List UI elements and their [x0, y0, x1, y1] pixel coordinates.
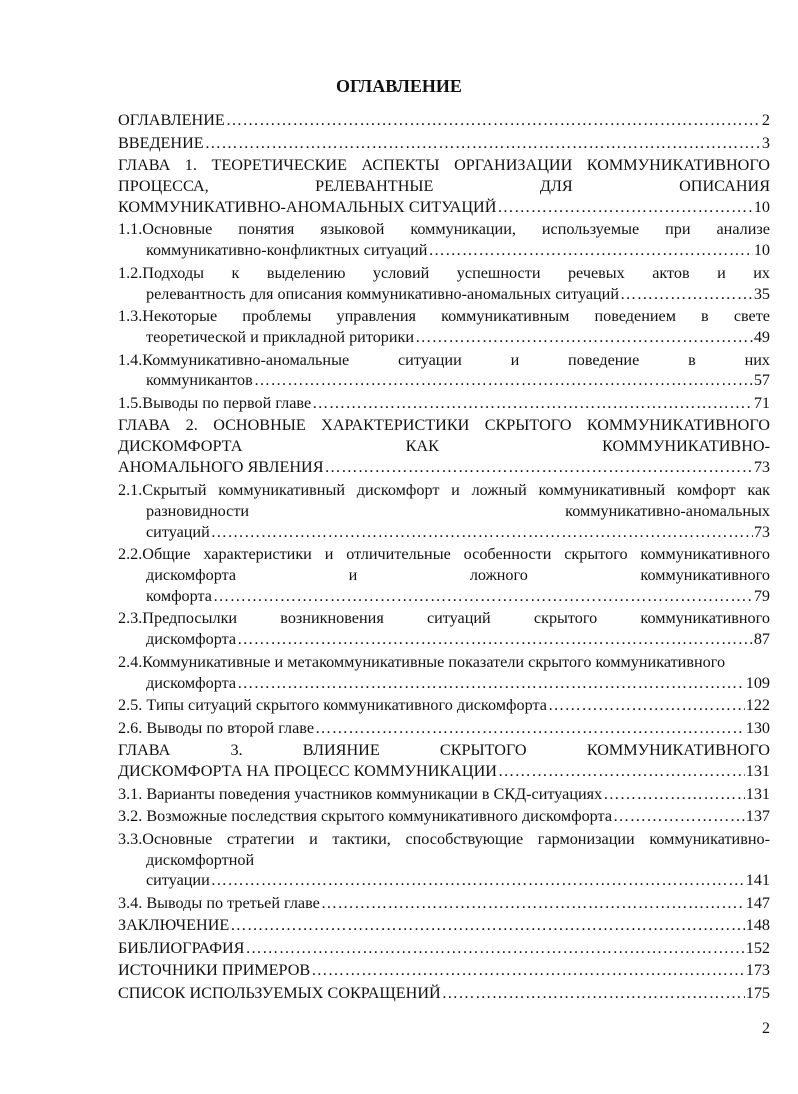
toc-page-number: 73: [753, 458, 770, 477]
toc-leader: [254, 370, 753, 391]
toc-entry-text: 1.3.Некоторые проблемы управления коммуникативным поведением в свете: [118, 307, 770, 326]
toc-entry-title: ДИСКОМФОРТА НА ПРОЦЕСС КОММУНИКАЦИИ: [118, 762, 497, 781]
toc-leader: [498, 761, 745, 782]
toc-page-number: 130: [745, 718, 770, 737]
toc-leader: [603, 784, 745, 805]
toc-leader: [321, 893, 745, 914]
toc-entry-sources[interactable]: [118, 960, 770, 981]
toc-page-number: 141: [745, 871, 770, 890]
toc-page-number: 122: [745, 696, 770, 715]
toc-entry-text: 3.3.Основные стратегии и тактики, способствующие гармонизации коммуникативно-дискомфортной: [118, 829, 770, 869]
toc-page-number: 3: [761, 133, 770, 152]
toc-page-number: 148: [745, 916, 770, 935]
toc-leader: [325, 457, 753, 478]
toc-entry-chapter-2[interactable]: [118, 415, 770, 478]
toc-entry-title: АНОМАЛЬНОГО ЯВЛЕНИЯ: [118, 458, 324, 477]
toc-leader: [497, 197, 752, 218]
toc-entry-title: СПИСОК ИСПОЛЬЗУЕМЫХ СОКРАЩЕНИЙ: [118, 983, 441, 1002]
toc-entry-title: дискомфорта: [146, 673, 237, 692]
toc-entry-title: коммуникативно-конфликтных ситуаций: [146, 241, 428, 260]
toc-entry-2-1[interactable]: [118, 480, 770, 543]
toc-leader: [311, 960, 744, 981]
toc-leader: [312, 393, 753, 414]
toc-entry-text: 2.4.Коммуникативные и метакоммуникативные показатели скрытого коммуникативного: [118, 652, 726, 671]
toc-leader: [211, 522, 753, 543]
toc-entry-title: ВВЕДЕНИЕ: [118, 133, 204, 152]
toc-leader: [620, 284, 753, 305]
toc-entry-1-3[interactable]: [118, 306, 770, 348]
toc-entry-1-1[interactable]: [118, 219, 770, 261]
toc-entry-title: ситуаций: [146, 522, 210, 541]
toc-leader: [226, 110, 761, 131]
toc-leader: [613, 806, 745, 827]
toc-entry-title: 2.6. Выводы по второй главе: [118, 718, 315, 737]
toc-entry-title: теоретической и прикладной риторики: [146, 328, 415, 347]
toc-entry-title: 2.5. Типы ситуаций скрытого коммуникативного дискомфорта: [118, 696, 547, 715]
toc-entry-3-1[interactable]: [118, 784, 770, 805]
toc-leader: [548, 695, 745, 716]
toc-entry-1-2[interactable]: [118, 263, 770, 305]
toc-entry-title: релевантность для описания коммуникативно-аномальных ситуаций: [146, 284, 619, 303]
toc-leader: [442, 983, 745, 1004]
toc-entry-text: 1.2.Подходы к выделению условий успешности речевых актов и их: [118, 263, 770, 282]
toc-page-number: 2: [761, 111, 770, 129]
toc-page-number: 73: [753, 522, 770, 541]
toc-page-number: 71: [753, 393, 770, 412]
toc-leader: [230, 915, 744, 936]
toc-entry-3-4[interactable]: [118, 893, 770, 914]
toc-page-number: 49: [753, 328, 770, 347]
toc-leader: [211, 870, 745, 891]
toc-entry-title: дискомфорта: [146, 630, 237, 649]
toc-leader: [237, 629, 753, 650]
toc-leader: [315, 718, 745, 739]
toc-entry-2-4[interactable]: [118, 652, 770, 694]
toc-entry-abbreviations[interactable]: [118, 983, 770, 1004]
toc-leader: [213, 586, 753, 607]
page-title: ОГЛАВЛЕНИЕ: [336, 76, 462, 96]
toc-entry-title: комфорта: [146, 586, 212, 605]
toc-entry-text: 2.3.Предпосылки возникновения ситуаций скрытого коммуникативного: [118, 609, 770, 628]
toc-entry-title: ситуации: [146, 871, 210, 890]
toc-page-number: 131: [745, 784, 770, 803]
toc-page-number: 10: [753, 197, 770, 216]
toc-entry-2-2[interactable]: [118, 544, 770, 607]
table-of-contents: [118, 110, 770, 1005]
toc-entry-1-5[interactable]: [118, 393, 770, 414]
toc-entry-title: 1.5.Выводы по первой главе: [118, 393, 312, 412]
toc-leader: [237, 673, 745, 694]
toc-entry-2-5[interactable]: [118, 695, 770, 716]
toc-leader: [415, 327, 753, 348]
toc-entry-title: коммуникантов: [146, 371, 253, 390]
toc-page-number: 147: [745, 893, 770, 912]
toc-page-number: 131: [745, 762, 770, 781]
toc-entry-2-3[interactable]: [118, 608, 770, 650]
toc-entry-title: 3.2. Возможные последствия скрытого коммуникативного дискомфорта: [118, 807, 613, 826]
toc-leader: [245, 938, 744, 959]
toc-entry-chapter-1[interactable]: [118, 155, 770, 218]
toc-entry-text: 2.2.Общие характеристики и отличительные особенности скрытого коммуникативного дискомфорта и ложного коммуникативного: [118, 545, 770, 584]
toc-leader: [428, 240, 752, 261]
toc-entry-title: 3.4. Выводы по третьей главе: [118, 893, 320, 912]
toc-page-number: 87: [753, 630, 770, 649]
page-number: 2: [762, 1020, 770, 1037]
toc-page-number: 173: [745, 961, 770, 980]
toc-entry-3-2[interactable]: [118, 806, 770, 827]
toc-entry-text: ГЛАВА 1. ТЕОРЕТИЧЕСКИЕ АСПЕКТЫ ОРГАНИЗАЦИИ КОММУНИКАТИВНОГО ПРОЦЕССА, РЕЛЕВАНТНЫЕ ДЛЯ ОПИСАНИЯ: [118, 156, 770, 195]
toc-entry-3-3[interactable]: [118, 829, 770, 892]
toc-entry-introduction[interactable]: [118, 133, 770, 154]
toc-page-number: 35: [753, 284, 770, 303]
toc-entry-1-4[interactable]: [118, 350, 770, 392]
toc-entry-text: 1.4.Коммуникативно-аномальные ситуации и поведение в них: [118, 350, 770, 369]
toc-entry-text: ГЛАВА 2. ОСНОВНЫЕ ХАРАКТЕРИСТИКИ СКРЫТОГО КОММУНИКАТИВНОГО ДИСКОМФОРТА КАК КОММУНИКАТИВНО-: [118, 416, 770, 456]
toc-entry-title: ОГЛАВЛЕНИЕ: [118, 111, 225, 129]
toc-entry-text: ГЛАВА 3. ВЛИЯНИЕ СКРЫТОГО КОММУНИКАТИВНОГО: [118, 741, 770, 760]
toc-entry-title: КОММУНИКАТИВНО-АНОМАЛЬНЫХ СИТУАЦИЙ: [118, 197, 497, 216]
toc-page-number: 57: [753, 371, 770, 390]
toc-entry-title: БИБЛИОГРАФИЯ: [118, 938, 245, 957]
toc-entry-conclusion[interactable]: [118, 915, 770, 936]
toc-entry-contents[interactable]: [118, 110, 770, 131]
toc-entry-chapter-3[interactable]: [118, 740, 770, 782]
toc-entry-text: 1.1.Основные понятия языковой коммуникации, используемые при анализе: [118, 220, 770, 239]
toc-entry-2-6[interactable]: [118, 718, 770, 739]
toc-page-number: 79: [753, 586, 770, 605]
toc-entry-bibliography[interactable]: [118, 938, 770, 959]
toc-entry-text: 2.1.Скрытый коммуникативный дискомфорт и ложный коммуникативный комфорт как разновидности коммуникативно-аномальных: [118, 480, 770, 520]
toc-leader: [205, 133, 761, 154]
toc-entry-title: ЗАКЛЮЧЕНИЕ: [118, 916, 230, 935]
toc-page-number: 152: [745, 938, 770, 957]
toc-entry-title: ИСТОЧНИКИ ПРИМЕРОВ: [118, 961, 311, 980]
toc-entry-title: 3.1. Варианты поведения участников коммуникации в СКД-ситуациях: [118, 784, 603, 803]
toc-page-number: 137: [745, 807, 770, 826]
toc-page-number: 175: [745, 983, 770, 1002]
toc-page-number: 109: [745, 673, 770, 692]
toc-page-number: 10: [753, 241, 770, 260]
